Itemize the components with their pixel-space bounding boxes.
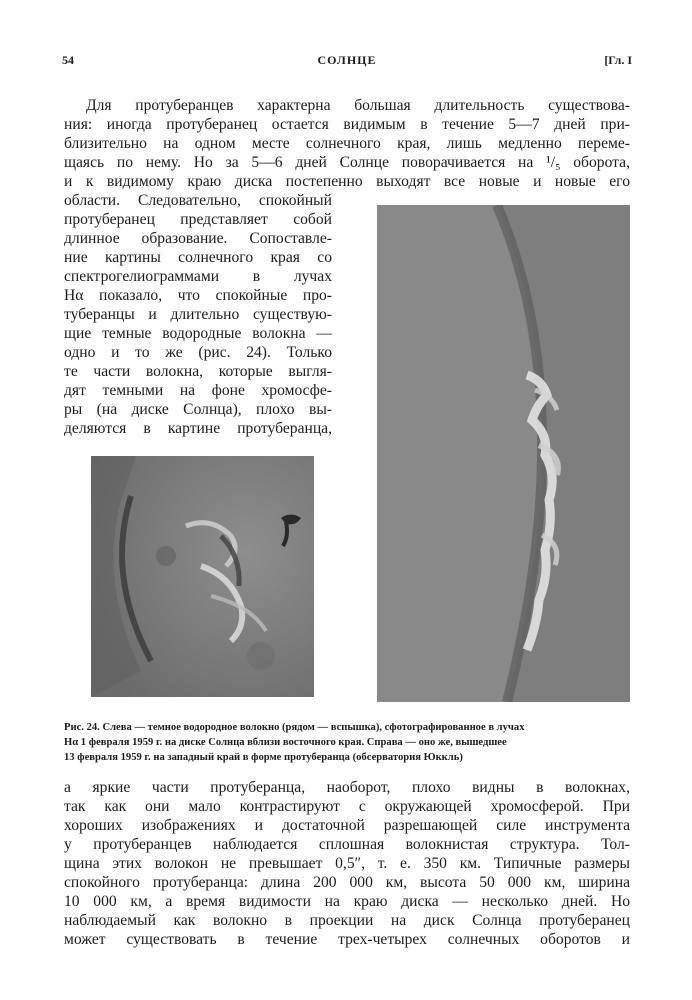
caption-line: Рис. 24. Слева — темное водородное волокно (рядом — вспышка), сфотографированное в лучах xyxy=(64,722,525,733)
text-line: Hα показало, что спокойные про- xyxy=(64,287,332,304)
text-line: спектрогелиограммами в лучах xyxy=(64,268,332,285)
text-line: наблюдаемый как волокно в проекции на диск Солнца протуберанец xyxy=(64,912,630,929)
caption-line: 13 февраля 1959 г. на западный край в форме протуберанца (обсерватория Юккль) xyxy=(64,752,463,763)
chapter-label: [Гл. I xyxy=(604,53,632,67)
text-line: туберанцы и длительно существую- xyxy=(64,306,332,323)
caption-line: Hα 1 февраля 1959 г. на диске Солнца вблизи восточного края. Справа — оно же, вышедшее xyxy=(64,737,507,748)
text-line: те части волокна, которые выгля- xyxy=(64,363,332,380)
text-line: одно и то же (рис. 24). Только xyxy=(64,344,332,361)
text-line: а яркие части протуберанца, наоборот, плохо видны в волокнах, xyxy=(64,779,630,796)
solar-limb-prominence-image xyxy=(377,205,630,702)
page-number: 54 xyxy=(62,53,74,67)
text-line: протуберанец представляет собой xyxy=(64,211,332,228)
text-line: ния: иногда протуберанец остается видимым в течение 5—7 дней при- xyxy=(64,116,630,133)
text-line: хороших изображениях и достаточной разрешающей силе инструмента xyxy=(64,817,630,834)
text-line: может существовать в течение трех-четырех солнечных оборотов и xyxy=(64,931,630,948)
text-line: 10 000 км, а время видимости на краю диска — несколько дней. Но xyxy=(64,893,630,910)
text-line: щаясь по нему. Но за 5—6 дней Солнце поворачивается на ¹/₅ оборота, xyxy=(64,154,630,171)
figure-photo-left xyxy=(91,456,314,697)
text-line: и к видимому краю диска постепенно выходят все новые и новые его xyxy=(64,173,630,190)
text-line: так как они мало контрастируют с окружающей хромосферой. При xyxy=(64,798,630,815)
text-line: у протуберанцев наблюдается сплошная волокнистая структура. Тол- xyxy=(64,836,630,853)
text-line: деляются в картине протуберанца, xyxy=(64,420,332,437)
text-line: длинное образование. Сопоставле- xyxy=(64,230,332,247)
page-header xyxy=(62,53,632,73)
text-line: спокойного протуберанца: длина 200 000 км, высота 50 000 км, ширина xyxy=(64,874,630,891)
text-line: близительно на одном месте солнечного края, лишь медленно переме- xyxy=(64,135,630,152)
text-line: ры (на диске Солнца), плохо вы- xyxy=(64,401,332,418)
text-line: ние картины солнечного края со xyxy=(64,249,332,266)
text-line: области. Следовательно, спокойный xyxy=(64,192,332,209)
figure-photo-right xyxy=(377,205,630,702)
text-line: щина этих волокон не превышает 0,5″, т. е. 350 км. Типичные размеры xyxy=(64,855,630,872)
text-line: дят темными на фоне хромосфе- xyxy=(64,382,332,399)
text-line: Для протуберанцев характерна большая длительность существова- xyxy=(86,97,630,114)
solar-disk-image xyxy=(91,456,314,697)
running-head: СОЛНЦЕ xyxy=(317,53,377,67)
text-line: щие темные водородные волокна — xyxy=(64,325,332,342)
